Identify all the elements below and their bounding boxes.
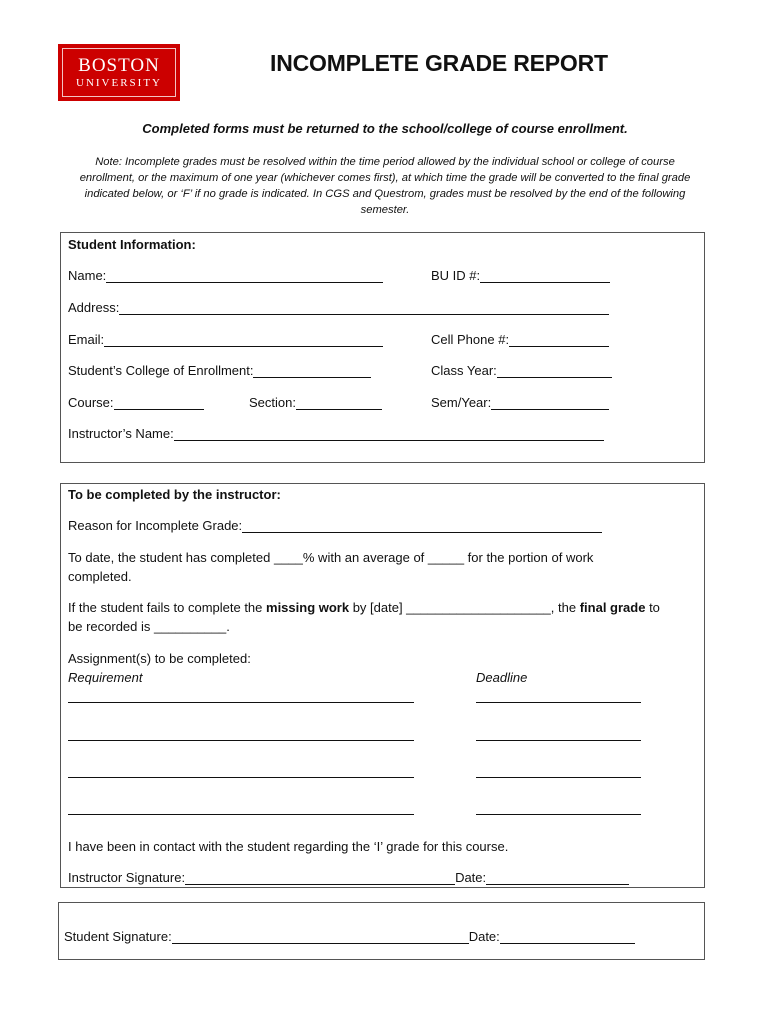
cell-phone-row: [431, 332, 609, 347]
class-year-row: [431, 363, 612, 378]
instructor-heading: To be completed by the instructor:: [68, 487, 281, 502]
failure-line-2: be recorded is __________.: [68, 619, 230, 634]
instructor-heading-row: [68, 487, 281, 502]
sem-year-label: Sem/Year:: [431, 395, 492, 410]
university-logo: [58, 44, 180, 101]
instructor-name-label: Instructor’s Name:: [68, 426, 174, 441]
course-field[interactable]: [114, 395, 204, 410]
instructor-signature-label: Instructor Signature:: [68, 870, 186, 885]
logo-frame: [62, 48, 176, 97]
email-field[interactable]: [104, 332, 383, 347]
requirement-field-2[interactable]: [68, 740, 414, 741]
student-info-heading-row: [68, 237, 196, 252]
instructor-name-row: [68, 426, 604, 441]
section-row: [249, 395, 382, 410]
instructor-date-field[interactable]: [486, 870, 629, 885]
progress-line-1: To date, the student has completed ____% with an average of _____ for the portion of work: [68, 550, 594, 565]
reason-row: [68, 518, 602, 533]
buid-row: [431, 268, 610, 283]
failure-text-1: If the student fails to complete the: [68, 600, 267, 615]
deadline-header: Deadline: [476, 670, 528, 685]
cell-phone-label: Cell Phone #:: [431, 332, 510, 347]
buid-label: BU ID #:: [431, 268, 481, 283]
name-row: [68, 268, 383, 283]
cell-phone-field[interactable]: [509, 332, 609, 347]
final-grade-emphasis: final grade: [579, 600, 646, 615]
college-field[interactable]: [253, 363, 371, 378]
email-label: Email:: [68, 332, 105, 347]
email-row: [68, 332, 383, 347]
resolution-note: Note: Incomplete grades must be resolved within the time period allowed by the individual school or college of course enrollment, or the maximum of one year (whichever comes first), at which time the grade will be converted to the final grade indicated below, or ‘F’ if no grade is indicated. In CGS and Questrom, grades must be resolved by the end of the following semester.: [79, 156, 691, 216]
sem-year-field[interactable]: [491, 395, 609, 410]
student-signature-label: Student Signature:: [64, 929, 172, 944]
instructor-signature-row: [68, 870, 629, 885]
buid-field[interactable]: [480, 268, 610, 283]
student-date-field[interactable]: [500, 929, 635, 944]
course-label: Course:: [68, 395, 114, 410]
section-field[interactable]: [296, 395, 382, 410]
instructor-date-label: Date:: [455, 870, 487, 885]
student-signature-row: [64, 929, 635, 944]
student-signature-field[interactable]: [172, 929, 469, 944]
student-info-heading: Student Information:: [68, 237, 196, 252]
reason-field[interactable]: [242, 518, 602, 533]
class-year-field[interactable]: [497, 363, 612, 378]
failure-text-2: by [date] ____________________, the: [349, 600, 580, 615]
missing-work-emphasis: missing work: [266, 600, 350, 615]
class-year-label: Class Year:: [431, 363, 497, 378]
requirement-field-4[interactable]: [68, 814, 414, 815]
reason-label: Reason for Incomplete Grade:: [68, 518, 243, 533]
logo-line-2: UNIVERSITY: [76, 76, 162, 89]
address-row: [68, 300, 609, 315]
student-date-label: Date:: [468, 929, 500, 944]
requirement-header: Requirement: [68, 670, 143, 685]
college-label: Student’s College of Enrollment:: [68, 363, 254, 378]
deadline-field-1[interactable]: [476, 702, 641, 703]
progress-statement: [68, 548, 698, 586]
contact-statement: I have been in contact with the student regarding the ‘I’ grade for this course.: [68, 839, 509, 854]
deadline-field-2[interactable]: [476, 740, 641, 741]
deadline-field-4[interactable]: [476, 814, 641, 815]
deadline-field-3[interactable]: [476, 777, 641, 778]
requirement-field-1[interactable]: [68, 702, 414, 703]
failure-line-1: [68, 598, 708, 617]
page-title: INCOMPLETE GRADE REPORT: [270, 50, 608, 76]
requirement-field-3[interactable]: [68, 777, 414, 778]
section-label: Section:: [249, 395, 296, 410]
failure-statement: [68, 598, 708, 636]
instructor-section: [60, 483, 705, 888]
logo-line-1: BOSTON: [78, 54, 160, 76]
address-label: Address:: [68, 300, 120, 315]
college-row: [68, 363, 371, 378]
assignments-label: Assignment(s) to be completed:: [68, 651, 251, 666]
instructor-signature-field[interactable]: [185, 870, 455, 885]
sem-year-row: [431, 395, 609, 410]
course-row: [68, 395, 204, 410]
failure-text-3: to: [645, 600, 660, 615]
instructor-name-field[interactable]: [174, 426, 604, 441]
address-field[interactable]: [119, 300, 609, 315]
name-field[interactable]: [106, 268, 383, 283]
name-label: Name:: [68, 268, 107, 283]
submission-instructions: Completed forms must be returned to the school/college of course enrollment.: [142, 121, 628, 136]
progress-line-2: completed.: [68, 569, 132, 584]
